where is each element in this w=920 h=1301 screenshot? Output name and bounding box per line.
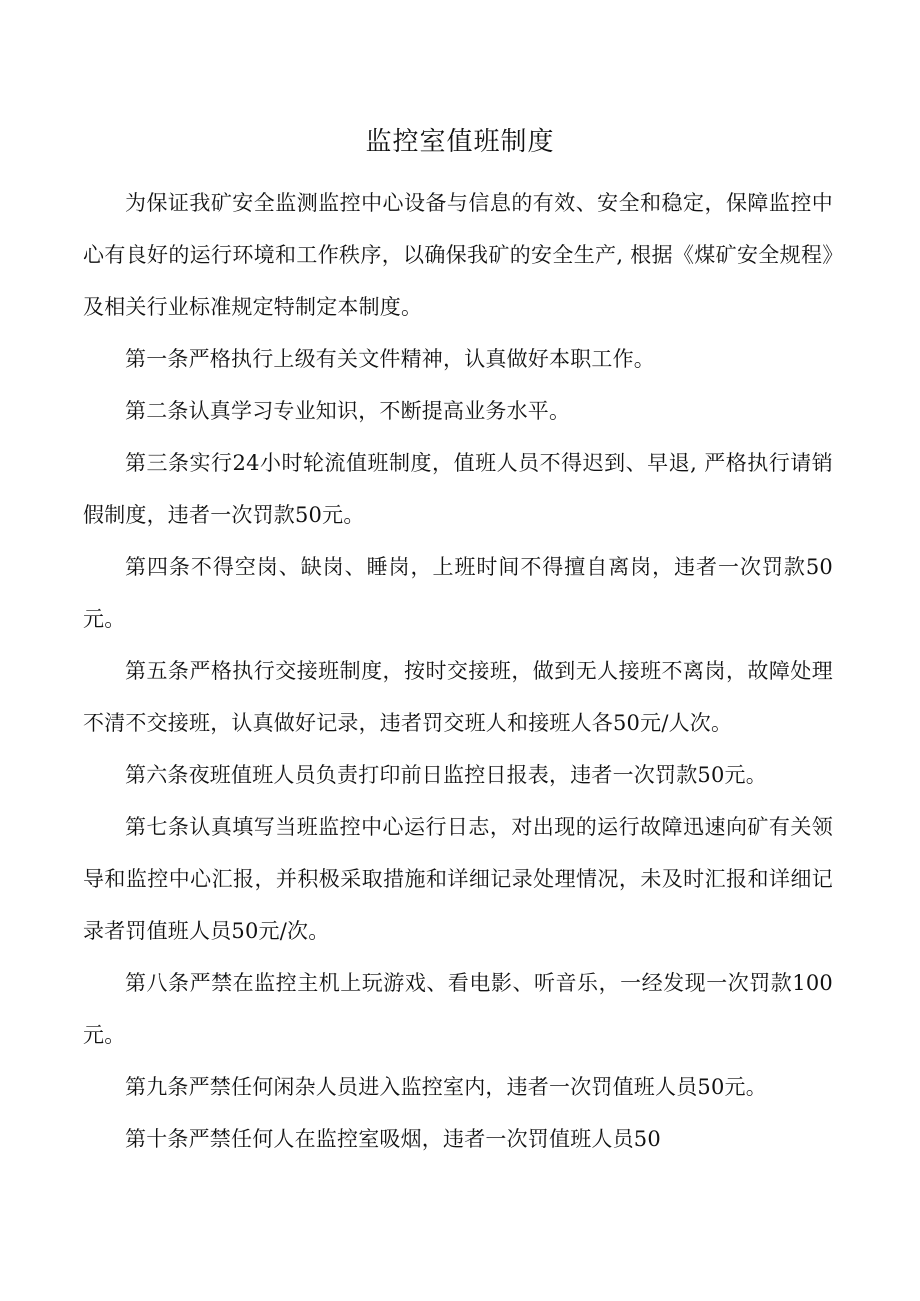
document-body xyxy=(83,177,833,1165)
intro-paragraph: 为保证我矿安全监测监控中心设备与信息的有效、安全和稳定，保障监控中心有良好的运行环境和工作秩序，以确保我矿的安全生产, 根据《煤矿安全规程》及相关行业标准规定特制定本制度。 xyxy=(83,191,833,319)
article-1: 第一条严格执行上级有关文件精神，认真做好本职工作。 xyxy=(125,347,655,371)
document-title: 监控室值班制度 xyxy=(365,127,555,157)
article-10: 第十条严禁任何人在监控室吸烟，违者一次罚值班人员50 xyxy=(125,1127,661,1151)
article-7: 第七条认真填写当班监控中心运行日志，对出现的运行故障迅速向矿有关领导和监控中心汇报，并积极采取措施和详细记录处理情况，未及时汇报和详细记录者罚值班人员50元/次。 xyxy=(83,815,833,943)
article-2: 第二条认真学习专业知识，不断提高业务水平。 xyxy=(125,399,571,423)
article-4: 第四条不得空岗、缺岗、睡岗，上班时间不得擅自离岗，违者一次罚款50元。 xyxy=(83,555,833,631)
article-3: 第三条实行24小时轮流值班制度，值班人员不得迟到、早退, 严格执行请销假制度，违者一次罚款50元。 xyxy=(83,451,833,527)
article-5: 第五条严格执行交接班制度，按时交接班，做到无人接班不离岗，故障处理不清不交接班，认真做好记录，违者罚交班人和接班人各50元/人次。 xyxy=(83,659,833,735)
article-8: 第八条严禁在监控主机上玩游戏、看电影、听音乐，一经发现一次罚款100元。 xyxy=(83,971,833,1047)
article-9: 第九条严禁任何闲杂人员进入监控室内，违者一次罚值班人员50元。 xyxy=(125,1075,767,1099)
article-6: 第六条夜班值班人员负责打印前日监控日报表，违者一次罚款50元。 xyxy=(125,763,767,787)
